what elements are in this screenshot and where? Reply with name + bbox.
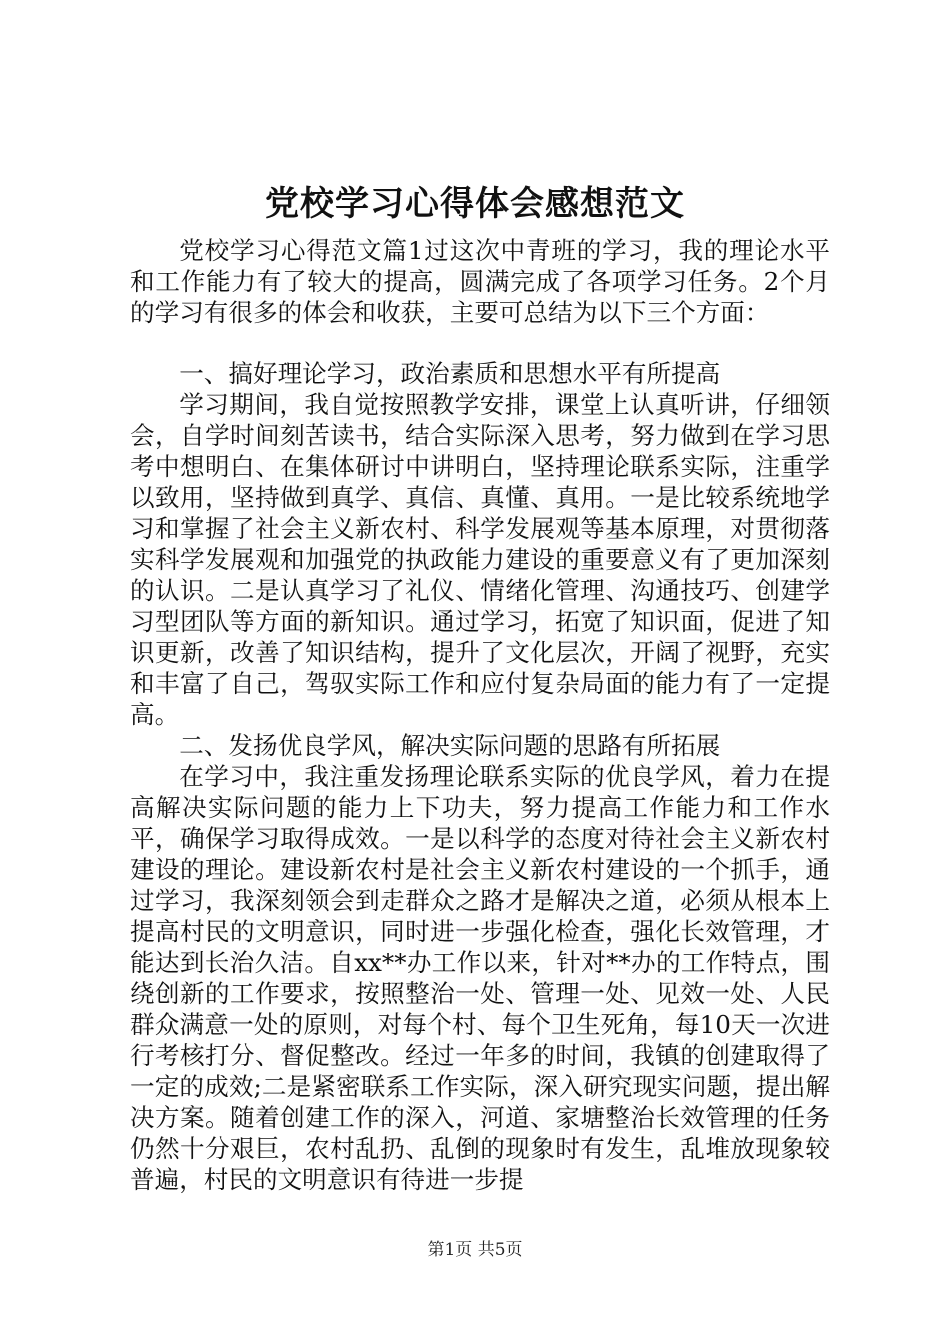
- section-1-paragraph: 学习期间，我自觉按照教学安排，课堂上认真听讲，仔细领会，自学时间刻苦读书，结合实际深入思考，努力做到在学习思考中想明白、在集体研讨中讲明白，坚持理论联系实际，注重学以致用，坚持做到真学、真信、真懂、真用。一是比较系统地学习和掌握了社会主义新农村、科学发展观等基本原理，对贯彻落实科学发展观和加强党的执政能力建设的重要意义有了更加深刻的认识。二是认真学习了礼仪、情绪化管理、沟通技巧、创建学习型团队等方面的新知识。通过学习，拓宽了知识面，促进了知识更新，改善了知识结构，提升了文化层次，开阔了视野，充实和丰富了自己，驾驭实际工作和应付复杂局面的能力有了一定提高。: [130, 390, 830, 729]
- section-heading-1: 一、搞好理论学习，政治素质和思想水平有所提高: [179, 359, 721, 388]
- document-title: 党校学习心得体会感想范文: [265, 184, 685, 224]
- section-2-paragraph: 在学习中，我注重发扬理论联系实际的优良学风，着力在提高解决实际问题的能力上下功夫，努力提高工作能力和工作水平，确保学习取得成效。一是以科学的态度对待社会主义新农村建设的理论。建设新农村是社会主义新农村建设的一个抓手，通过学习，我深刻领会到走群众之路才是解决之道，必须从根本上提高村民的文明意识，同时进一步强化检查，强化长效管理，才能达到长治久洁。自xx**办工作以来，针对**办的工作特点，围绕创新的工作要求，按照整治一处、管理一处、见效一处、人民群众满意一处的原则，对每个村、每个卫生死角，每10天一次进行考核打分、督促整改。经过一年多的时间，我镇的创建取得了一定的成效;二是紧密联系工作实际，深入研究现实问题，提出解决方案。随着创建工作的深入，河道、家塘整治长效管理的任务仍然十分艰巨，农村乱扔、乱倒的现象时有发生，乱堆放现象较普遍，村民的文明意识有待进一步提: [130, 762, 830, 1194]
- document-body: [130, 235, 830, 1195]
- intro-paragraph: 党校学习心得范文篇1过这次中青班的学习，我的理论水平和工作能力有了较大的提高，圆满完成了各项学习任务。2个月的学习有很多的体会和收获，主要可总结为以下三个方面：: [130, 236, 830, 327]
- page-number-footer: 第1页 共5页: [427, 1240, 523, 1260]
- section-heading-2: 二、发扬优良学风，解决实际问题的思路有所拓展: [179, 731, 721, 760]
